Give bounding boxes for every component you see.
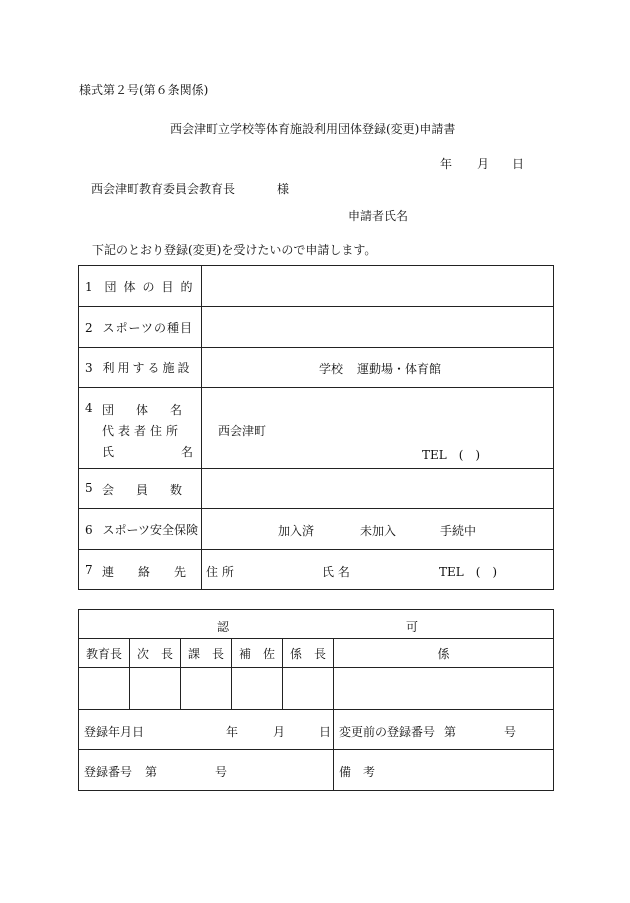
representative-address-label: 代表者住所 (102, 424, 183, 438)
role-staff: 係 (334, 639, 554, 668)
row-contact (79, 550, 554, 590)
role-deputy: 次 長 (130, 639, 181, 668)
registration-number-label: 登録番号 (84, 765, 133, 779)
approval-header-left: 認 (217, 620, 230, 634)
row-label: 連絡先 (102, 565, 211, 579)
stamp-assistant[interactable] (232, 668, 283, 710)
addressee-honorific: 様 (277, 182, 290, 196)
form-number: 様式第２号(第６条関係) (79, 83, 209, 97)
registration-day: 日 (319, 725, 332, 739)
contact-name-label: 氏 名 (322, 565, 350, 579)
facility-venues: 運動場・体育館 (357, 362, 442, 376)
date-day-label: 日 (512, 157, 525, 171)
sport-value[interactable] (202, 307, 554, 348)
row-label: スポーツの種目 (102, 320, 193, 335)
contact-address-label: 住 所 (206, 565, 234, 579)
stamp-superintendent[interactable] (79, 668, 130, 710)
approval-header-row (79, 610, 554, 639)
role-sub-chief: 係 長 (283, 639, 334, 668)
previous-number-label: 変更前の登録番号 (339, 725, 436, 739)
row-number: 3 (85, 361, 93, 375)
row-number: 6 (85, 522, 93, 537)
registration-year: 年 (226, 725, 239, 739)
row-label: 会員数 (102, 483, 205, 497)
row-label: スポーツ安全保険 (102, 522, 198, 537)
approval-header-right: 可 (406, 620, 419, 634)
representative-name-label: 氏名 (102, 445, 261, 459)
stamp-sub-chief[interactable] (283, 668, 334, 710)
intro-text: 下記のとおり登録(変更)を受けたいので申請します。 (92, 243, 377, 257)
members-value[interactable] (202, 469, 554, 509)
group-tel: TEL ( ) (422, 448, 481, 462)
previous-number-suffix: 号 (504, 725, 517, 739)
role-section-chief: 課 長 (181, 639, 232, 668)
row-purpose (79, 266, 554, 307)
application-table (78, 265, 554, 590)
approval-roles-row (79, 639, 554, 668)
row-number: 4 (85, 401, 93, 415)
date-month-label: 月 (477, 157, 490, 171)
approval-stamp-row (79, 668, 554, 710)
row-number: 1 (85, 279, 93, 294)
group-town: 西会津町 (218, 424, 267, 438)
applicant-label: 申請者氏名 (348, 209, 409, 223)
facility-school: 学校 (319, 362, 344, 376)
stamp-section-chief[interactable] (181, 668, 232, 710)
insurance-option-pending[interactable]: 手続中 (440, 524, 477, 538)
registration-month: 月 (273, 725, 286, 739)
registration-date-row (79, 710, 554, 750)
row-number: 7 (85, 563, 93, 577)
form-title: 西会津町立学校等体育施設利用団体登録(変更)申請書 (170, 122, 456, 136)
insurance-value (202, 509, 554, 550)
registration-number-row (79, 750, 554, 791)
row-number: 5 (85, 481, 93, 495)
row-sport (79, 307, 554, 348)
row-members (79, 469, 554, 509)
stamp-staff[interactable] (334, 668, 554, 710)
registration-date-label: 登録年月日 (84, 725, 145, 739)
insurance-option-joined[interactable]: 加入済 (278, 524, 315, 538)
approval-table (78, 609, 554, 791)
role-assistant: 補 佐 (232, 639, 283, 668)
insurance-option-not-joined[interactable]: 未加入 (360, 524, 397, 538)
row-label: 利用する施設 (102, 361, 193, 375)
row-label: 団体の目的 (104, 279, 200, 294)
role-superintendent: 教育長 (79, 639, 130, 668)
row-facility (79, 348, 554, 388)
stamp-deputy[interactable] (130, 668, 181, 710)
registration-number-prefix: 第 (145, 765, 158, 779)
facility-value (202, 348, 554, 388)
purpose-value[interactable] (202, 266, 554, 307)
row-insurance (79, 509, 554, 550)
contact-value (202, 550, 554, 590)
previous-number-prefix: 第 (444, 725, 457, 739)
row-number: 2 (85, 320, 93, 335)
row-group (79, 388, 554, 469)
date-year-label: 年 (440, 157, 453, 171)
group-name-label: 団体名 (102, 403, 205, 417)
addressee-name: 西会津町教育委員会教育長 (91, 182, 236, 196)
group-value (202, 388, 554, 469)
contact-tel: TEL ( ) (439, 565, 498, 579)
remarks-label: 備 考 (339, 765, 376, 779)
registration-number-suffix: 号 (215, 765, 228, 779)
